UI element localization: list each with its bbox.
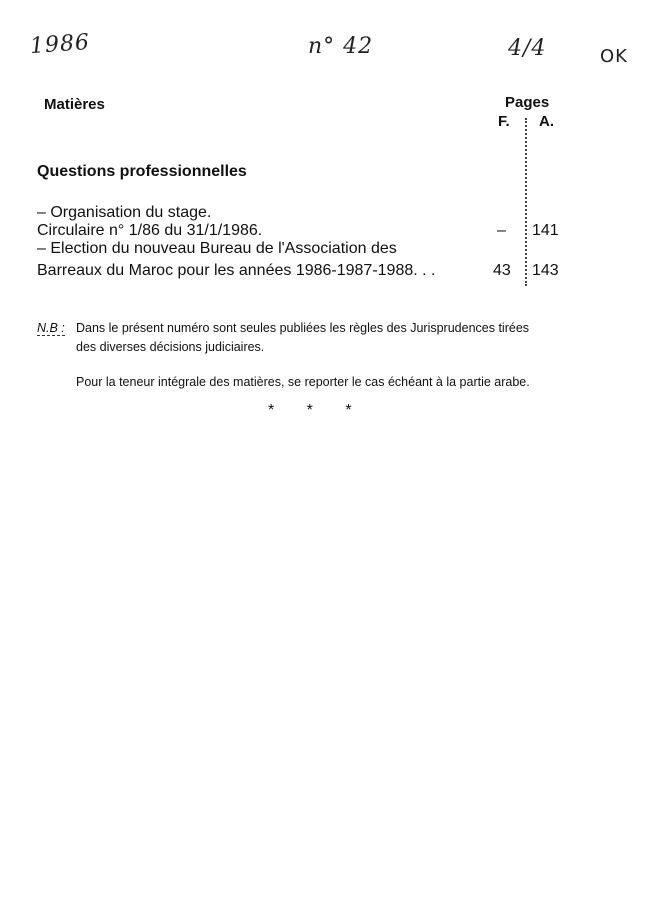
nb-text-line1: Dans le présent numéro sont seules publiées les règles des Jurisprudences tirées <box>76 321 530 335</box>
handwritten-issue-number: n° 42 <box>308 34 374 59</box>
pages-heading: Pages <box>505 94 550 111</box>
entry-page-f: – <box>497 222 506 239</box>
handwritten-year: 1986 <box>29 29 91 60</box>
section-title: Questions professionnelles <box>37 163 247 180</box>
arabic-part-note: Pour la teneur intégrale des matières, se reporter le cas échéant à la partie arabe. <box>76 375 530 389</box>
entry-line: Barreaux du Maroc pour les années 1986-1987-1988. . . <box>37 262 436 279</box>
entry-page-a: 141 <box>532 222 559 239</box>
nb-label: N.B : <box>37 321 65 335</box>
entry-page-f: 43 <box>493 262 511 279</box>
entry-line: Circulaire n° 1/86 du 31/1/1986. <box>37 222 263 239</box>
entry-page-a: 143 <box>532 262 559 279</box>
handwritten-ok: OK <box>600 46 628 67</box>
entry-line: – Election du nouveau Bureau de l'Association des <box>37 240 397 257</box>
dotted-column-divider <box>525 118 527 286</box>
nb-text-line2: des diverses décisions judiciaires. <box>76 340 265 354</box>
column-f-heading: F. <box>498 113 510 130</box>
handwritten-page-count: 4/4 <box>508 36 547 61</box>
separator-stars: * * * <box>268 402 366 419</box>
entry-line: – Organisation du stage. <box>37 204 212 221</box>
column-a-heading: A. <box>539 113 554 130</box>
matieres-heading: Matières <box>44 96 105 113</box>
